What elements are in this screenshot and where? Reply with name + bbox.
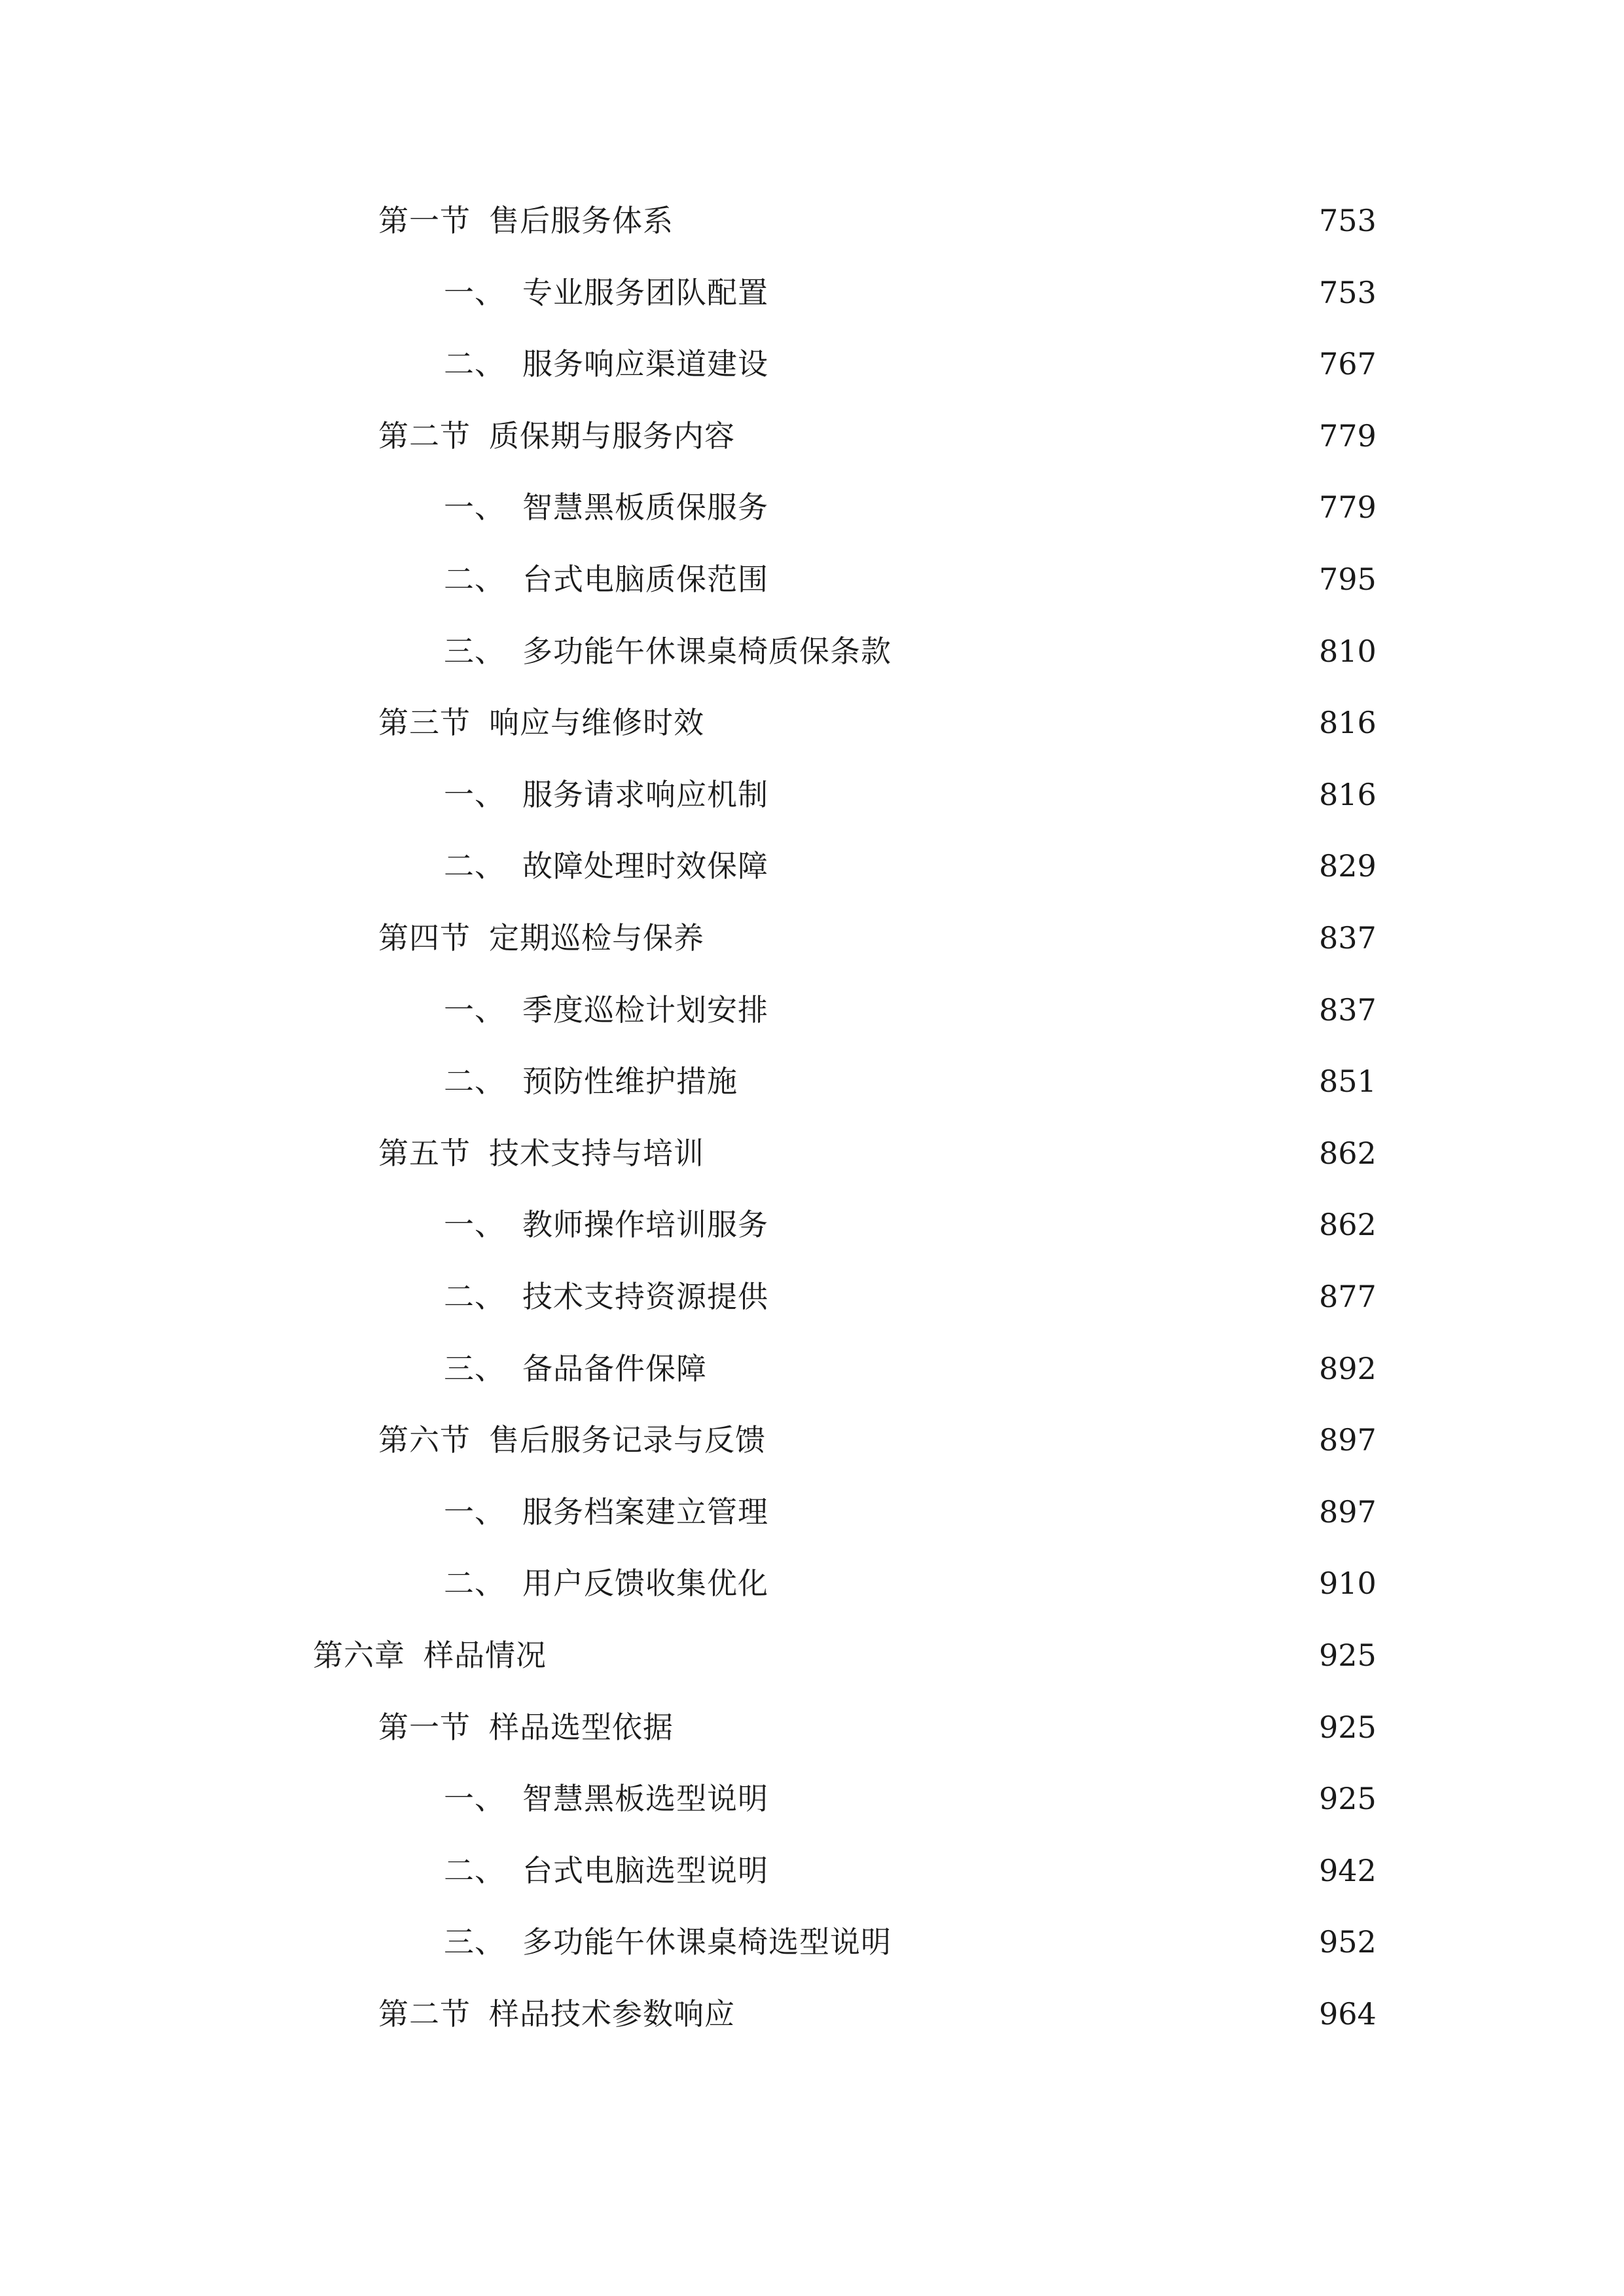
toc-entry-number: 第二节 (378, 418, 471, 454)
toc-dot-leader (780, 1769, 1307, 1828)
toc-entry-title: 服务响应渠道建设 (522, 346, 768, 382)
toc-dot-leader (749, 1052, 1307, 1111)
toc-dot-leader (780, 478, 1307, 537)
toc-entry-page-number: 795 (1319, 562, 1377, 597)
toc-entry-number: 一、 (444, 1207, 505, 1243)
toc-entry-title: 样品情况 (424, 1638, 547, 1673)
toc-entry[interactable] (0, 334, 1375, 393)
toc-entry-number: 二、 (444, 1279, 505, 1314)
toc-entry-page-number: 892 (1319, 1350, 1377, 1386)
toc-entry-page-number: 897 (1319, 1422, 1377, 1458)
toc-entry-page-number: 779 (1319, 490, 1377, 526)
toc-entry-number: 三、 (444, 1924, 505, 1960)
toc-entry-title: 智慧黑板质保服务 (522, 490, 768, 526)
toc-dot-leader (716, 1124, 1307, 1183)
toc-entry-title: 售后服务记录与反馈 (489, 1422, 766, 1458)
toc-entry-page-number: 816 (1319, 776, 1377, 812)
toc-entry-title: 多功能午休课桌椅选型说明 (522, 1924, 892, 1960)
toc-dot-leader (780, 836, 1307, 895)
toc-dot-leader (716, 908, 1307, 967)
toc-entry-page-number: 851 (1319, 1064, 1377, 1100)
toc-entry-title: 预防性维护措施 (522, 1064, 738, 1100)
toc-entry-number: 第五节 (378, 1135, 471, 1171)
toc-entry[interactable] (0, 1195, 1375, 1254)
toc-entry-title: 响应与维修时效 (489, 705, 704, 741)
toc-entry[interactable] (0, 1841, 1375, 1900)
toc-entry-title: 备品备件保障 (522, 1350, 707, 1386)
toc-entry[interactable] (0, 980, 1375, 1039)
toc-entry-number: 一、 (444, 1781, 505, 1817)
toc-dot-leader (780, 980, 1307, 1039)
toc-entry[interactable] (0, 622, 1375, 681)
toc-entry-page-number: 753 (1319, 274, 1377, 310)
toc-dot-leader (780, 1482, 1307, 1541)
toc-entry-number: 二、 (444, 346, 505, 382)
toc-entry-title: 智慧黑板选型说明 (522, 1781, 768, 1817)
toc-entry-number: 二、 (444, 562, 505, 597)
toc-dot-leader (747, 406, 1307, 465)
toc-entry-page-number: 942 (1319, 1852, 1377, 1888)
toc-entry-title: 教师操作培训服务 (522, 1207, 768, 1243)
toc-entry-page-number: 897 (1319, 1494, 1377, 1530)
toc-entry[interactable] (0, 1626, 1375, 1685)
toc-entry-page-number: 837 (1319, 992, 1377, 1028)
toc-entry-page-number: 925 (1319, 1709, 1377, 1745)
toc-entry-page-number: 925 (1319, 1781, 1377, 1817)
toc-entry-number: 第二节 (378, 1996, 471, 2032)
toc-entry-title: 故障处理时效保障 (522, 848, 768, 884)
toc-entry-page-number: 952 (1319, 1924, 1377, 1960)
toc-dot-leader (903, 622, 1307, 681)
toc-entry-title: 用户反馈收集优化 (522, 1566, 768, 1602)
toc-entry-page-number: 767 (1319, 346, 1377, 382)
toc-entry[interactable] (0, 765, 1375, 824)
toc-entry-page-number: 964 (1319, 1996, 1377, 2032)
toc-entry-number: 第六章 (313, 1638, 405, 1673)
toc-entry-title: 台式电脑质保范围 (522, 562, 768, 597)
toc-entry-title: 售后服务体系 (489, 203, 674, 238)
toc-entry-number: 一、 (444, 776, 505, 812)
toc-entry-title: 服务请求响应机制 (522, 776, 768, 812)
toc-entry-title: 样品选型依据 (489, 1709, 674, 1745)
toc-entry[interactable] (0, 1769, 1375, 1828)
toc-dot-leader (780, 1195, 1307, 1254)
toc-entry-title: 台式电脑选型说明 (522, 1852, 768, 1888)
toc-entry-page-number: 925 (1319, 1638, 1377, 1673)
toc-entry[interactable] (0, 1124, 1375, 1183)
toc-dot-leader (903, 1912, 1307, 1971)
toc-entry-title: 质保期与服务内容 (489, 418, 735, 454)
toc-dot-leader (780, 263, 1307, 322)
toc-entry-page-number: 862 (1319, 1207, 1377, 1243)
toc-entry[interactable] (0, 263, 1375, 322)
toc-entry[interactable] (0, 836, 1375, 895)
toc-entry-title: 定期巡检与保养 (489, 920, 704, 956)
toc-dot-leader (558, 1626, 1307, 1685)
toc-entry-title: 技术支持资源提供 (522, 1279, 768, 1314)
toc-dot-leader (685, 1698, 1307, 1757)
toc-entry[interactable] (0, 406, 1375, 465)
toc-entry[interactable] (0, 1267, 1375, 1326)
toc-entry-number: 三、 (444, 633, 505, 669)
toc-entry[interactable] (0, 1410, 1375, 1469)
toc-entry-title: 多功能午休课桌椅质保条款 (522, 633, 892, 669)
toc-entry-page-number: 862 (1319, 1135, 1377, 1171)
toc-entry-number: 一、 (444, 1494, 505, 1530)
toc-entry-number: 二、 (444, 1852, 505, 1888)
toc-entry-number: 第四节 (378, 920, 471, 956)
toc-entry-page-number: 837 (1319, 920, 1377, 956)
toc-entry-title: 技术支持与培训 (489, 1135, 704, 1171)
toc-entry-page-number: 877 (1319, 1279, 1377, 1314)
toc-dot-leader (747, 1984, 1307, 2043)
toc-entry-title: 季度巡检计划安排 (522, 992, 768, 1028)
toc-entry-page-number: 910 (1319, 1566, 1377, 1602)
toc-entry-title: 样品技术参数响应 (489, 1996, 735, 2032)
toc-entry-number: 一、 (444, 274, 505, 310)
toc-entry[interactable] (0, 1554, 1375, 1613)
toc-dot-leader (719, 1339, 1307, 1398)
toc-entry-number: 三、 (444, 1350, 505, 1386)
toc-entry-number: 二、 (444, 1064, 505, 1100)
toc-entry[interactable] (0, 693, 1375, 752)
toc-dot-leader (685, 191, 1307, 250)
toc-dot-leader (716, 693, 1307, 752)
toc-entry-page-number: 816 (1319, 705, 1377, 741)
toc-entry[interactable] (0, 191, 1375, 250)
toc-entry[interactable] (0, 1984, 1375, 2043)
toc-entry-number: 二、 (444, 1566, 505, 1602)
toc-entry-page-number: 829 (1319, 848, 1377, 884)
toc-entry[interactable] (0, 1912, 1375, 1971)
toc-dot-leader (780, 550, 1307, 609)
toc-entry[interactable] (0, 1698, 1375, 1757)
toc-entry-number: 第一节 (378, 203, 471, 238)
toc-entry-page-number: 753 (1319, 203, 1377, 238)
toc-entry[interactable] (0, 1482, 1375, 1541)
toc-entry-page-number: 810 (1319, 633, 1377, 669)
toc-entry-number: 第一节 (378, 1709, 471, 1745)
toc-dot-leader (780, 1267, 1307, 1326)
toc-entry-title: 服务档案建立管理 (522, 1494, 768, 1530)
toc-dot-leader (780, 334, 1307, 393)
toc-entry-number: 二、 (444, 848, 505, 884)
toc-entry-number: 一、 (444, 992, 505, 1028)
toc-entry-title: 专业服务团队配置 (522, 274, 768, 310)
toc-entry[interactable] (0, 1052, 1375, 1111)
toc-entry-number: 一、 (444, 490, 505, 526)
toc-dot-leader (780, 1841, 1307, 1900)
toc-dot-leader (778, 1410, 1307, 1469)
toc-dot-leader (780, 765, 1307, 824)
toc-entry[interactable] (0, 550, 1375, 609)
toc-entry[interactable] (0, 908, 1375, 967)
toc-entry-number: 第六节 (378, 1422, 471, 1458)
toc-dot-leader (780, 1554, 1307, 1613)
toc-entry-number: 第三节 (378, 705, 471, 741)
toc-entry[interactable] (0, 478, 1375, 537)
toc-entry-page-number: 779 (1319, 418, 1377, 454)
toc-entry[interactable] (0, 1339, 1375, 1398)
